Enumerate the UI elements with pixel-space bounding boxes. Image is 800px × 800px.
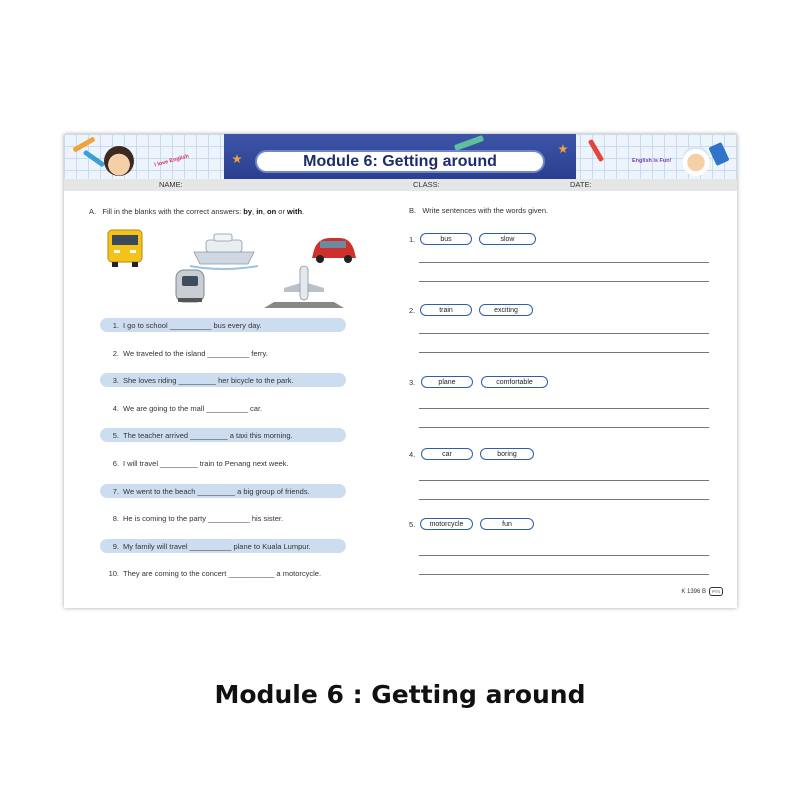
word-chip: motorcycle (420, 518, 473, 530)
badge-right: English is Fun! (632, 158, 672, 164)
writing-line[interactable] (419, 333, 709, 334)
student-info-bar (64, 179, 737, 191)
writing-line[interactable] (419, 480, 709, 481)
writing-line[interactable] (419, 427, 709, 428)
product-code: K 1396 B PTS (681, 587, 723, 596)
writing-line[interactable] (419, 352, 709, 353)
question-row: 6. I will travel _________ train to Penang next week. (112, 458, 289, 468)
word-chip: slow (479, 233, 536, 245)
writing-line[interactable] (419, 555, 709, 556)
aeroplane-icon (264, 266, 344, 308)
question-row: 2. We traveled to the island __________ ferry. (112, 348, 268, 358)
word-chip: bus (420, 233, 472, 245)
girl-avatar (682, 146, 710, 176)
question-row: 10. They are coming to the concert ___________ a motorcycle. (108, 568, 322, 578)
boy-avatar (104, 146, 134, 176)
title-pill (255, 150, 545, 173)
caption: Module 6 : Getting around (214, 680, 586, 709)
question-row: 4. We are going to the mall __________ car. (112, 403, 263, 413)
item-number: 3. (409, 378, 416, 387)
question-row: 1. I go to school __________ bus every day. (100, 318, 346, 332)
writing-line[interactable] (419, 499, 709, 500)
word-chip: car (421, 448, 473, 460)
name-label: NAME: (159, 180, 183, 189)
page-title: Module 6: Getting around (303, 152, 497, 170)
crayon-icon (588, 139, 604, 162)
star-icon (232, 154, 242, 164)
worksheet (64, 134, 737, 608)
writing-line[interactable] (419, 574, 709, 575)
header (64, 134, 737, 191)
badge-left: I love English (153, 153, 190, 169)
word-chip: fun (480, 518, 534, 530)
date-label: DATE: (570, 180, 592, 189)
section-a-instruction: A. Fill in the blanks with the correct answers: by, in, on or with. (89, 207, 305, 216)
writing-line[interactable] (419, 281, 709, 282)
car-icon (312, 238, 356, 263)
train-icon (176, 270, 204, 302)
question-row: 5. The teacher arrived _________ a taxi this morning. (100, 428, 346, 442)
question-row: 7. We went to the beach _________ a big group of friends. (100, 484, 346, 498)
word-chip: boring (480, 448, 534, 460)
word-chip: train (420, 304, 472, 316)
crayon-icon (454, 135, 484, 151)
section-b-instruction: B. Write sentences with the words given. (409, 206, 549, 215)
item-number: 4. (409, 450, 416, 459)
word-chip: plane (421, 376, 473, 388)
crayon-icon (83, 150, 106, 168)
question-row: 9. My family will travel __________ plane to Kuala Lumpur. (100, 539, 346, 553)
item-number: 2. (409, 306, 416, 315)
school-bus-icon (108, 230, 142, 267)
question-row: 3. She loves riding _________ her bicycle to the park. (100, 373, 346, 387)
item-number: 1. (409, 235, 416, 244)
transport-pictures (104, 224, 364, 308)
item-number: 5. (409, 520, 416, 529)
question-row: 8. He is coming to the party __________ his sister. (112, 513, 284, 523)
word-chip: comfortable (481, 376, 548, 388)
writing-line[interactable] (419, 408, 709, 409)
star-icon (558, 144, 568, 154)
ferry-icon (190, 234, 258, 269)
writing-line[interactable] (419, 262, 709, 263)
publisher-logo-icon: PTS (709, 587, 723, 596)
class-label: CLASS: (413, 180, 440, 189)
book-icon (708, 142, 729, 166)
word-chip: exciting (479, 304, 533, 316)
